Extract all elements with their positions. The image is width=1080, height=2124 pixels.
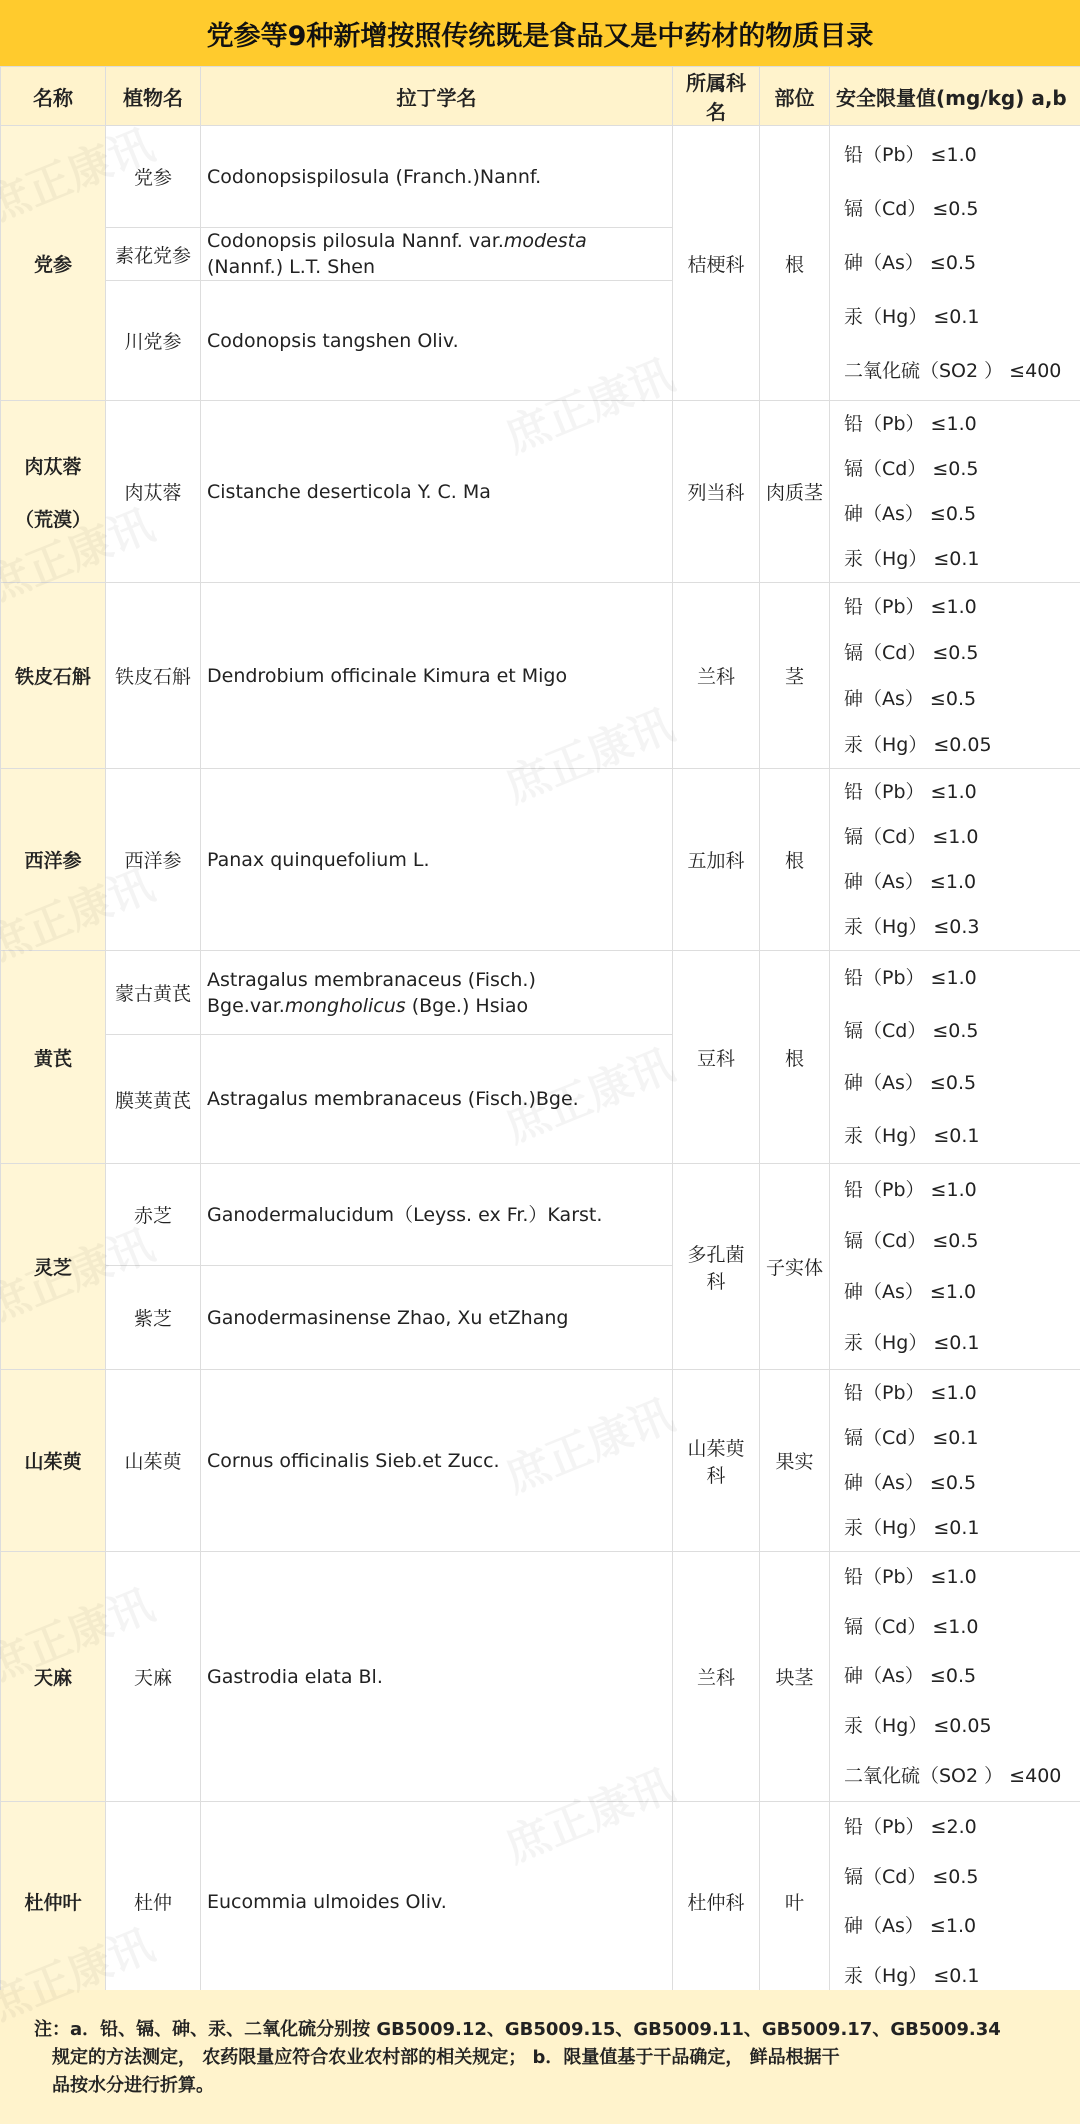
latin-text: Astragalus membranaceus (Fisch.) Bge.var. <box>207 968 536 1017</box>
substance-name <box>1 951 106 1164</box>
substance-name <box>1 126 106 401</box>
latin-text: Cistanche deserticola Y. C. Ma <box>207 480 491 503</box>
limit-item: 铅（Pb） ≤1.0 <box>844 413 977 435</box>
plant-part: 根 <box>760 126 830 401</box>
latin-name <box>201 1370 673 1552</box>
limit-item: 镉（Cd） ≤1.0 <box>844 1615 979 1638</box>
plant-name: 西洋参 <box>106 769 201 951</box>
latin-name <box>201 951 673 1035</box>
latin-italic: modesta <box>503 230 587 252</box>
latin-text: Codonopsis tangshen Oliv. <box>207 329 459 352</box>
limit-item: 铅（Pb） ≤1.0 <box>844 595 977 618</box>
family-name: 列当科 <box>673 401 760 583</box>
limit-item: 铅（Pb） ≤1.0 <box>844 1179 977 1201</box>
limit-values <box>830 951 1080 1164</box>
limit-item: 汞（Hg） ≤0.1 <box>844 306 980 329</box>
header-name: 名称 <box>1 67 106 126</box>
limit-item: 汞（Hg） ≤0.3 <box>844 916 980 938</box>
latin-tail: (Bge.) Hsiao <box>405 994 529 1017</box>
limit-item: 镉（Cd） ≤0.1 <box>844 1427 979 1449</box>
latin-name <box>201 769 673 951</box>
latin-name <box>201 1802 673 2002</box>
limit-item: 砷（As） ≤0.5 <box>844 1665 977 1688</box>
latin-text: Ganodermalucidum（Leyss. ex Fr.）Karst. <box>207 1203 603 1226</box>
latin-text: Eucommia ulmoides Oliv. <box>207 1890 447 1913</box>
limit-item: 铅（Pb） ≤1.0 <box>844 781 977 803</box>
family-name: 兰科 <box>673 583 760 769</box>
limit-item: 镉（Cd） ≤1.0 <box>844 826 979 848</box>
substance-table <box>0 66 1080 2002</box>
latin-text: Codonopsis pilosula Nannf. var. <box>207 230 504 252</box>
footnote-line: 品按水分进行折算。 <box>52 2075 214 2096</box>
plant-name: 紫芝 <box>106 1266 201 1370</box>
header-part: 部位 <box>760 67 830 126</box>
limit-item: 二氧化硫（SO2 ） ≤400 <box>844 1764 1062 1787</box>
plant-part: 叶 <box>760 1802 830 2002</box>
limit-list <box>836 1553 1074 1801</box>
latin-name <box>201 1164 673 1266</box>
latin-italic: mongholicus <box>284 994 406 1017</box>
table-row <box>1 951 1080 1035</box>
limit-item: 镉（Cd） ≤0.5 <box>844 1019 979 1042</box>
limit-item: 砷（As） ≤0.5 <box>844 1472 977 1494</box>
latin-name <box>201 228 673 281</box>
table-row <box>1 583 1080 769</box>
limit-values <box>830 583 1080 769</box>
substance-name-text: 黄芪 <box>33 1047 72 1070</box>
substance-name-text: 铁皮石斛 <box>14 666 91 688</box>
plant-name: 山茱萸 <box>106 1370 201 1552</box>
latin-text: Panax quinquefolium L. <box>207 848 430 871</box>
substance-name-subtext: （荒漠） <box>14 508 91 531</box>
limit-values <box>830 1164 1080 1370</box>
limit-item: 汞（Hg） ≤0.1 <box>844 1332 980 1354</box>
limit-item: 砷（As） ≤0.5 <box>844 687 977 710</box>
substance-name <box>1 401 106 583</box>
limit-list <box>836 128 1074 399</box>
footnote-line: 注：a．铅、镉、砷、汞、二氧化硫分别按 GB5009.12、GB5009.15、GB5009.11、GB5009.17、GB5009.34 <box>34 2019 1001 2040</box>
limit-item: 汞（Hg） ≤0.1 <box>844 548 980 570</box>
limit-item: 二氧化硫（SO2 ） ≤400 <box>844 360 1062 383</box>
table-row <box>1 769 1080 951</box>
limit-item: 镉（Cd） ≤0.5 <box>844 197 979 220</box>
plant-name: 党参 <box>106 126 201 228</box>
plant-part: 果实 <box>760 1370 830 1552</box>
header-latin: 拉丁学名 <box>201 67 673 126</box>
family-name: 五加科 <box>673 769 760 951</box>
limit-list <box>836 770 1074 950</box>
limit-list <box>836 1165 1074 1369</box>
family-name: 豆科 <box>673 951 760 1164</box>
latin-text: Ganodermasinense Zhao, Xu etZhang <box>207 1306 569 1329</box>
limit-item: 砷（As） ≤1.0 <box>844 1281 977 1303</box>
limit-list <box>836 584 1074 768</box>
plant-name: 杜仲 <box>106 1802 201 2002</box>
limit-values <box>830 126 1080 401</box>
limit-item: 砷（As） ≤1.0 <box>844 871 977 893</box>
limit-item: 汞（Hg） ≤0.05 <box>844 1715 992 1738</box>
latin-text: Codonopsispilosula (Franch.)Nannf. <box>207 165 542 188</box>
limit-item: 镉（Cd） ≤0.5 <box>844 641 979 664</box>
plant-part: 茎 <box>760 583 830 769</box>
plant-name: 赤芝 <box>106 1164 201 1266</box>
limit-item: 铅（Pb） ≤1.0 <box>844 966 977 989</box>
limit-item: 汞（Hg） ≤0.1 <box>844 1125 980 1148</box>
limit-item: 汞（Hg） ≤0.05 <box>844 733 992 756</box>
limit-item: 镉（Cd） ≤0.5 <box>844 1865 979 1888</box>
limit-item: 砷（As） ≤0.5 <box>844 251 977 274</box>
limit-values <box>830 1370 1080 1552</box>
limit-item: 汞（Hg） ≤0.1 <box>844 1517 980 1539</box>
plant-name: 天麻 <box>106 1552 201 1802</box>
latin-text: Astragalus membranaceus (Fisch.)Bge. <box>207 1088 579 1110</box>
substance-name <box>1 1552 106 1802</box>
latin-text: Dendrobium officinale Kimura et Migo <box>207 664 568 687</box>
table-header-row <box>1 67 1080 126</box>
plant-name: 膜荚黄芪 <box>106 1035 201 1164</box>
limit-item: 铅（Pb） ≤1.0 <box>844 143 977 166</box>
limit-values <box>830 1552 1080 1802</box>
latin-name <box>201 1266 673 1370</box>
substance-name-text: 灵芝 <box>33 1257 72 1279</box>
substance-name-text: 山茱萸 <box>24 1451 82 1473</box>
family-name: 兰科 <box>673 1552 760 1802</box>
limit-list <box>836 952 1074 1163</box>
plant-part: 根 <box>760 951 830 1164</box>
substance-name-text: 肉苁蓉 <box>24 455 82 478</box>
plant-name: 蒙古黄芪 <box>106 951 201 1035</box>
limit-item: 铅（Pb） ≤1.0 <box>844 1566 977 1589</box>
family-name: 山茱萸科 <box>673 1370 760 1552</box>
substance-name <box>1 583 106 769</box>
limit-item: 镉（Cd） ≤0.5 <box>844 458 979 480</box>
footnote <box>0 1990 1080 2124</box>
substance-name <box>1 769 106 951</box>
table-row <box>1 1552 1080 1802</box>
plant-name: 肉苁蓉 <box>106 401 201 583</box>
plant-name: 素花党参 <box>106 228 201 281</box>
plant-part: 根 <box>760 769 830 951</box>
substance-name-text: 杜仲叶 <box>24 1892 82 1914</box>
limit-item: 铅（Pb） ≤1.0 <box>844 1382 977 1404</box>
header-limit: 安全限量值(mg/kg) a,b <box>830 67 1080 126</box>
limit-item: 铅（Pb） ≤2.0 <box>844 1816 977 1839</box>
substance-name <box>1 1164 106 1370</box>
limit-item: 砷（As） ≤1.0 <box>844 1915 977 1938</box>
limit-list <box>836 1803 1074 2001</box>
limit-item: 汞（Hg） ≤0.1 <box>844 1964 980 1987</box>
table-row <box>1 1802 1080 2002</box>
plant-name: 铁皮石斛 <box>106 583 201 769</box>
family-name: 多孔菌科 <box>673 1164 760 1370</box>
latin-name <box>201 281 673 401</box>
limit-values <box>830 769 1080 951</box>
family-name: 杜仲科 <box>673 1802 760 2002</box>
latin-text: Gastrodia elata Bl. <box>207 1665 383 1688</box>
table-row <box>1 1164 1080 1266</box>
latin-text: Cornus officinalis Sieb.et Zucc. <box>207 1449 500 1472</box>
family-name: 桔梗科 <box>673 126 760 401</box>
substance-name <box>1 1370 106 1552</box>
plant-part: 子实体 <box>760 1164 830 1370</box>
plant-part: 块茎 <box>760 1552 830 1802</box>
limit-item: 砷（As） ≤0.5 <box>844 1072 977 1095</box>
latin-name <box>201 583 673 769</box>
header-plant: 植物名 <box>106 67 201 126</box>
table-row <box>1 1370 1080 1552</box>
limit-values <box>830 401 1080 583</box>
limit-list <box>836 1371 1074 1551</box>
latin-tail: (Nannf.) L.T. Shen <box>207 256 376 278</box>
table-row <box>1 126 1080 228</box>
latin-name <box>201 126 673 228</box>
substance-name-text: 天麻 <box>33 1667 72 1689</box>
table-row <box>1 401 1080 583</box>
latin-name <box>201 1552 673 1802</box>
latin-name <box>201 1035 673 1164</box>
limit-item: 镉（Cd） ≤0.5 <box>844 1230 979 1252</box>
page-title: 党参等9种新增按照传统既是食品又是中药材的物质目录 <box>0 0 1080 66</box>
header-family: 所属科名 <box>673 67 760 126</box>
limit-values <box>830 1802 1080 2002</box>
substance-name <box>1 1802 106 2002</box>
limit-list <box>836 402 1074 582</box>
substance-name-text: 党参 <box>33 253 72 276</box>
limit-item: 砷（As） ≤0.5 <box>844 503 977 525</box>
footnote-line: 规定的方法测定， 农药限量应符合农业农村部的相关规定； b．限量值基于干品确定， 鲜品根据干 <box>52 2047 840 2068</box>
substance-name-text: 西洋参 <box>24 850 82 872</box>
plant-name: 川党参 <box>106 281 201 401</box>
plant-part: 肉质茎 <box>760 401 830 583</box>
latin-name <box>201 401 673 583</box>
